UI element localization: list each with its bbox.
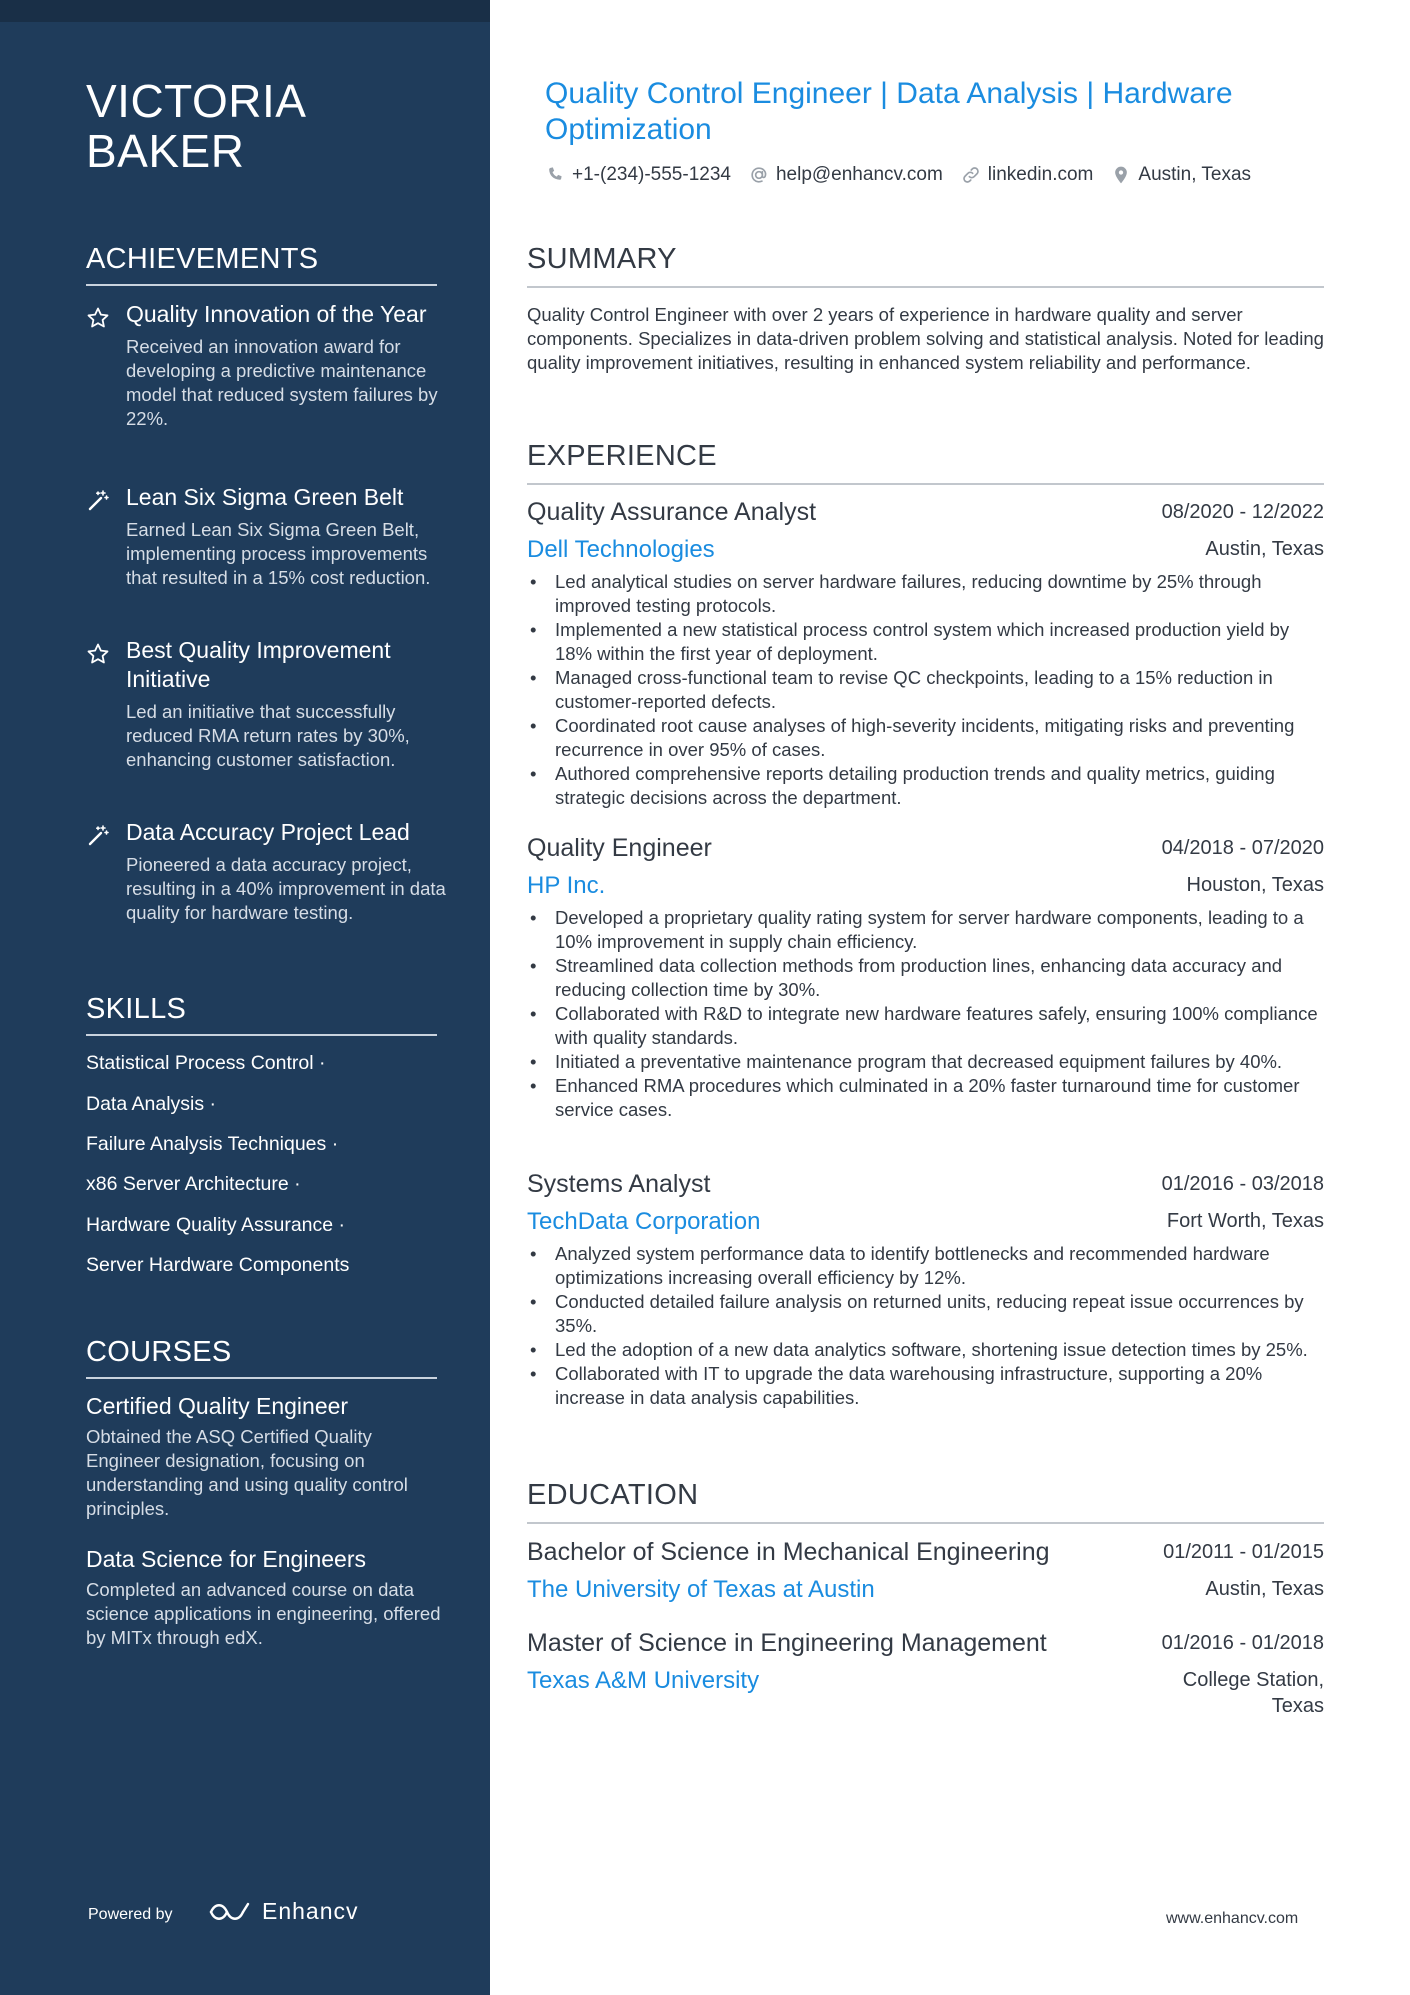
- sidebar-top-bar: [0, 0, 490, 22]
- experience-item: [527, 496, 1324, 810]
- course-description: Obtained the ASQ Certified Quality Engineer designation, focusing on understanding and using quality control principles.: [86, 1426, 408, 1519]
- bullet-item: • Implemented a new statistical process control system which increased production yield by 18% within the first year of deployment.: [527, 618, 1324, 666]
- bullet-item: • Initiated a preventative maintenance program that decreased equipment failures by 40%.: [527, 1050, 1324, 1074]
- achievement-description: Received an innovation award for developing a predictive maintenance model that reduced system failures by 22%.: [126, 336, 438, 429]
- summary-heading: SUMMARY: [527, 242, 1324, 288]
- enhancv-logo[interactable]: [208, 1898, 359, 1925]
- achievement-description: Pioneered a data accuracy project, resulting in a 40% improvement in data quality for hardware testing.: [126, 854, 446, 923]
- job-title: Quality Assurance Analyst: [527, 498, 817, 526]
- achievement-title: Best Quality Improvement Initiative: [126, 637, 391, 692]
- achievement-item: [86, 636, 446, 772]
- company-name: Dell Technologies: [527, 536, 715, 563]
- achievement-description: Earned Lean Six Sigma Green Belt, implementing process improvements that resulted in a 15% cost reduction.: [126, 519, 431, 588]
- skill-item: Server Hardware Components: [86, 1254, 350, 1276]
- achievement-title: Data Accuracy Project Lead: [126, 819, 410, 845]
- skill-item: Hardware Quality Assurance ·: [86, 1214, 346, 1236]
- linkedin-text: linkedin.com: [987, 164, 1094, 185]
- star-icon: [86, 306, 110, 330]
- magic-wand-icon: [86, 824, 110, 848]
- skill-item: Failure Analysis Techniques ·: [86, 1133, 339, 1155]
- company-name: HP Inc.: [527, 872, 606, 899]
- bullet-item: • Enhanced RMA procedures which culminated in a 20% faster turnaround time for customer service cases.: [527, 1074, 1324, 1122]
- company-name: TechData Corporation: [527, 1208, 761, 1235]
- contact-email[interactable]: [749, 164, 943, 186]
- job-dates: 08/2020 - 12/2022: [1161, 501, 1324, 523]
- education-heading: EDUCATION: [527, 1478, 1324, 1524]
- course-description: Completed an advanced course on data science applications in engineering, offered by MITx through edX.: [86, 1579, 441, 1648]
- bullet-item: • Collaborated with IT to upgrade the data warehousing infrastructure, supporting a 20% increase in data analysis capabilities.: [527, 1362, 1324, 1410]
- name-first: VICTORIA: [86, 75, 307, 127]
- link-icon: [961, 165, 981, 185]
- contact-location: [1111, 164, 1251, 186]
- school-location: [1183, 1667, 1324, 1719]
- course-title: Data Science for Engineers: [86, 1546, 366, 1572]
- job-dates: 04/2018 - 07/2020: [1161, 837, 1324, 859]
- phone-icon: [545, 165, 565, 185]
- job-title: Systems Analyst: [527, 1170, 711, 1198]
- candidate-name: [86, 76, 466, 176]
- skill-item: Data Analysis ·: [86, 1093, 217, 1115]
- phone-text: +1-(234)-555-1234: [572, 164, 731, 185]
- star-icon: [86, 642, 110, 666]
- bullet-item: • Developed a proprietary quality rating system for server hardware components, leading to a 10% improvement in supply chain efficiency.: [527, 906, 1324, 954]
- education-dates: 01/2011 - 01/2015: [1163, 1541, 1324, 1563]
- email-text: help@enhancv.com: [775, 164, 943, 185]
- course-item: [86, 1392, 446, 1521]
- contact-bar: [545, 164, 1251, 186]
- achievement-item: [86, 300, 446, 431]
- school-location-line: Texas: [1271, 1695, 1324, 1717]
- education-item: [527, 1627, 1324, 1717]
- bullet-item: • Managed cross-functional team to revise QC checkpoints, leading to a 15% reduction in customer-reported defects.: [527, 666, 1324, 714]
- degree-title: Master of Science in Engineering Management: [527, 1629, 1047, 1657]
- skill-item: x86 Server Architecture ·: [86, 1173, 301, 1195]
- bullet-item: • Analyzed system performance data to identify bottlenecks and recommended hardware optimizations increasing overall efficiency by 12%.: [527, 1242, 1324, 1290]
- achievement-description: Led an initiative that successfully reduced RMA return rates by 30%, enhancing customer satisfaction.: [126, 701, 410, 770]
- bullet-item: • Collaborated with R&D to integrate new hardware features safely, ensuring 100% compliance with quality standards.: [527, 1002, 1324, 1050]
- contact-phone[interactable]: [545, 164, 731, 186]
- location-text: Austin, Texas: [1138, 164, 1252, 185]
- sidebar: [0, 0, 490, 1995]
- experience-item: [527, 832, 1324, 1122]
- achievement-title: Quality Innovation of the Year: [126, 301, 427, 327]
- location-pin-icon: [1111, 165, 1131, 185]
- powered-by-label: Powered by: [88, 1906, 173, 1923]
- job-title: Quality Engineer: [527, 834, 712, 862]
- job-dates: 01/2016 - 03/2018: [1161, 1173, 1324, 1195]
- degree-title: Bachelor of Science in Mechanical Engineering: [527, 1538, 1050, 1566]
- course-item: [86, 1545, 446, 1650]
- school-location: Austin, Texas: [1205, 1578, 1324, 1600]
- enhancv-logo-icon: [208, 1900, 254, 1924]
- bullet-item: • Conducted detailed failure analysis on returned units, reducing repeat issue occurrences by 35%.: [527, 1290, 1324, 1338]
- education-dates: 01/2016 - 01/2018: [1161, 1632, 1324, 1654]
- bullet-item: • Authored comprehensive reports detailing production trends and quality metrics, guiding strategic decisions across the department.: [527, 762, 1324, 810]
- job-location: Fort Worth, Texas: [1166, 1210, 1324, 1232]
- school-name: Texas A&M University: [527, 1667, 760, 1694]
- name-last: BAKER: [86, 125, 245, 177]
- bullet-item: • Streamlined data collection methods from production lines, enhancing data accuracy and reducing collection time by 30%.: [527, 954, 1324, 1002]
- headline: Quality Control Engineer | Data Analysis | Hardware Optimization: [545, 77, 1233, 146]
- job-bullets: [527, 570, 1324, 810]
- job-location: Austin, Texas: [1205, 538, 1324, 560]
- skills-heading: SKILLS: [86, 992, 437, 1036]
- bullet-item: • Led analytical studies on server hardware failures, reducing downtime by 25% through improved testing protocols.: [527, 570, 1324, 618]
- skill-item: Statistical Process Control ·: [86, 1052, 326, 1074]
- summary-text: Quality Control Engineer with over 2 years of experience in hardware quality and server components. Specializes in data-driven problem solving and statistical analysis. Noted for leading quality improvement initiatives, resulting in enhanced system reliability and performance.: [527, 304, 1324, 373]
- job-location: Houston, Texas: [1186, 874, 1324, 896]
- contact-linkedin[interactable]: [961, 164, 1094, 186]
- bullet-item: • Led the adoption of a new data analytics software, shortening issue detection times by 25%.: [527, 1338, 1324, 1362]
- course-title: Certified Quality Engineer: [86, 1393, 349, 1419]
- at-sign-icon: [749, 165, 769, 185]
- achievement-item: [86, 483, 446, 590]
- magic-wand-icon: [86, 489, 110, 513]
- experience-item: [527, 1168, 1324, 1410]
- achievement-item: [86, 818, 446, 925]
- education-item: [527, 1536, 1324, 1610]
- bullet-item: • Coordinated root cause analyses of high-severity incidents, mitigating risks and preventing recurrence in over 95% of cases.: [527, 714, 1324, 762]
- experience-heading: EXPERIENCE: [527, 439, 1324, 485]
- job-bullets: [527, 1242, 1324, 1410]
- enhancv-logo-text: Enhancv: [262, 1898, 359, 1924]
- achievement-title: Lean Six Sigma Green Belt: [126, 484, 404, 510]
- achievements-heading: ACHIEVEMENTS: [86, 242, 437, 286]
- courses-heading: COURSES: [86, 1335, 437, 1379]
- school-location-line: College Station,: [1182, 1669, 1324, 1691]
- school-name: The University of Texas at Austin: [527, 1576, 875, 1603]
- footer-url[interactable]: www.enhancv.com: [1166, 1910, 1299, 1927]
- job-bullets: [527, 906, 1324, 1122]
